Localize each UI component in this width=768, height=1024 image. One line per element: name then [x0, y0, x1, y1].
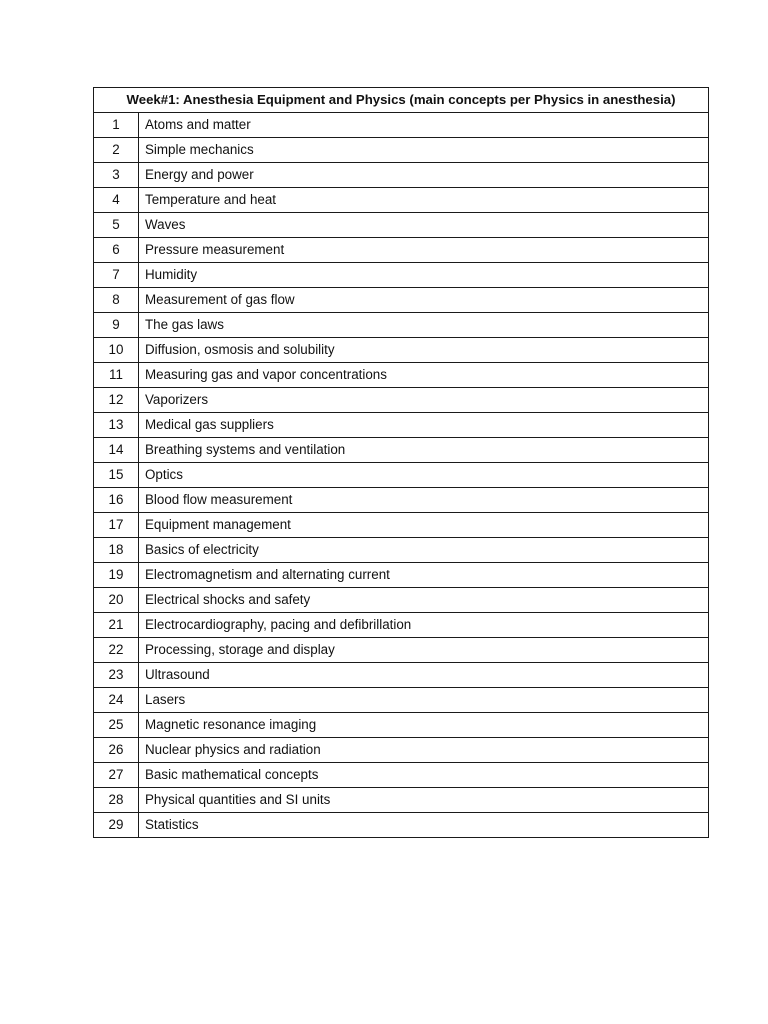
row-number: 17: [94, 513, 139, 538]
row-topic: Statistics: [139, 813, 709, 838]
table-row: [94, 588, 709, 613]
row-number: 10: [94, 338, 139, 363]
row-topic: Diffusion, osmosis and solubility: [139, 338, 709, 363]
table-row: [94, 788, 709, 813]
row-number: 12: [94, 388, 139, 413]
row-topic: Measuring gas and vapor concentrations: [139, 363, 709, 388]
row-number: 27: [94, 763, 139, 788]
row-number: 4: [94, 188, 139, 213]
table-row: [94, 813, 709, 838]
row-number: 21: [94, 613, 139, 638]
table-row: [94, 238, 709, 263]
table-row: [94, 638, 709, 663]
table-row: [94, 188, 709, 213]
table-header-row: [94, 88, 709, 113]
row-topic: Simple mechanics: [139, 138, 709, 163]
row-number: 16: [94, 488, 139, 513]
row-topic: Pressure measurement: [139, 238, 709, 263]
row-topic: Energy and power: [139, 163, 709, 188]
row-number: 3: [94, 163, 139, 188]
row-topic: Medical gas suppliers: [139, 413, 709, 438]
table-row: [94, 288, 709, 313]
row-topic: Processing, storage and display: [139, 638, 709, 663]
row-number: 11: [94, 363, 139, 388]
row-number: 5: [94, 213, 139, 238]
row-topic: Electromagnetism and alternating current: [139, 563, 709, 588]
table-row: [94, 113, 709, 138]
table-row: [94, 763, 709, 788]
row-topic: Ultrasound: [139, 663, 709, 688]
table-row: [94, 438, 709, 463]
table-row: [94, 363, 709, 388]
row-number: 6: [94, 238, 139, 263]
row-number: 13: [94, 413, 139, 438]
table-row: [94, 163, 709, 188]
row-topic: Optics: [139, 463, 709, 488]
table-row: [94, 613, 709, 638]
row-topic: Atoms and matter: [139, 113, 709, 138]
table-row: [94, 338, 709, 363]
row-topic: Nuclear physics and radiation: [139, 738, 709, 763]
row-topic: Humidity: [139, 263, 709, 288]
table-row: [94, 213, 709, 238]
table-row: [94, 713, 709, 738]
row-topic: The gas laws: [139, 313, 709, 338]
table-row: [94, 538, 709, 563]
row-topic: Temperature and heat: [139, 188, 709, 213]
row-number: 19: [94, 563, 139, 588]
table-row: [94, 138, 709, 163]
table-row: [94, 663, 709, 688]
row-number: 24: [94, 688, 139, 713]
table-row: [94, 488, 709, 513]
row-number: 14: [94, 438, 139, 463]
row-number: 18: [94, 538, 139, 563]
table-row: [94, 413, 709, 438]
row-topic: Breathing systems and ventilation: [139, 438, 709, 463]
row-topic: Lasers: [139, 688, 709, 713]
row-number: 8: [94, 288, 139, 313]
row-number: 1: [94, 113, 139, 138]
row-topic: Physical quantities and SI units: [139, 788, 709, 813]
table-row: [94, 563, 709, 588]
table-row: [94, 313, 709, 338]
row-topic: Waves: [139, 213, 709, 238]
row-number: 26: [94, 738, 139, 763]
row-number: 9: [94, 313, 139, 338]
table-row: [94, 388, 709, 413]
row-number: 23: [94, 663, 139, 688]
row-topic: Equipment management: [139, 513, 709, 538]
row-topic: Magnetic resonance imaging: [139, 713, 709, 738]
table-row: [94, 688, 709, 713]
row-number: 22: [94, 638, 139, 663]
table-row: [94, 738, 709, 763]
row-number: 2: [94, 138, 139, 163]
row-number: 15: [94, 463, 139, 488]
row-topic: Basics of electricity: [139, 538, 709, 563]
row-topic: Electrocardiography, pacing and defibrillation: [139, 613, 709, 638]
table-row: [94, 463, 709, 488]
row-topic: Measurement of gas flow: [139, 288, 709, 313]
row-topic: Electrical shocks and safety: [139, 588, 709, 613]
row-number: 7: [94, 263, 139, 288]
row-number: 29: [94, 813, 139, 838]
topics-table: [93, 87, 709, 838]
table-body: [94, 113, 709, 838]
row-number: 25: [94, 713, 139, 738]
table-row: [94, 263, 709, 288]
row-number: 20: [94, 588, 139, 613]
table-title: Week#1: Anesthesia Equipment and Physics (main concepts per Physics in anesthesia): [94, 88, 709, 113]
row-topic: Vaporizers: [139, 388, 709, 413]
row-number: 28: [94, 788, 139, 813]
row-topic: Basic mathematical concepts: [139, 763, 709, 788]
table-row: [94, 513, 709, 538]
row-topic: Blood flow measurement: [139, 488, 709, 513]
